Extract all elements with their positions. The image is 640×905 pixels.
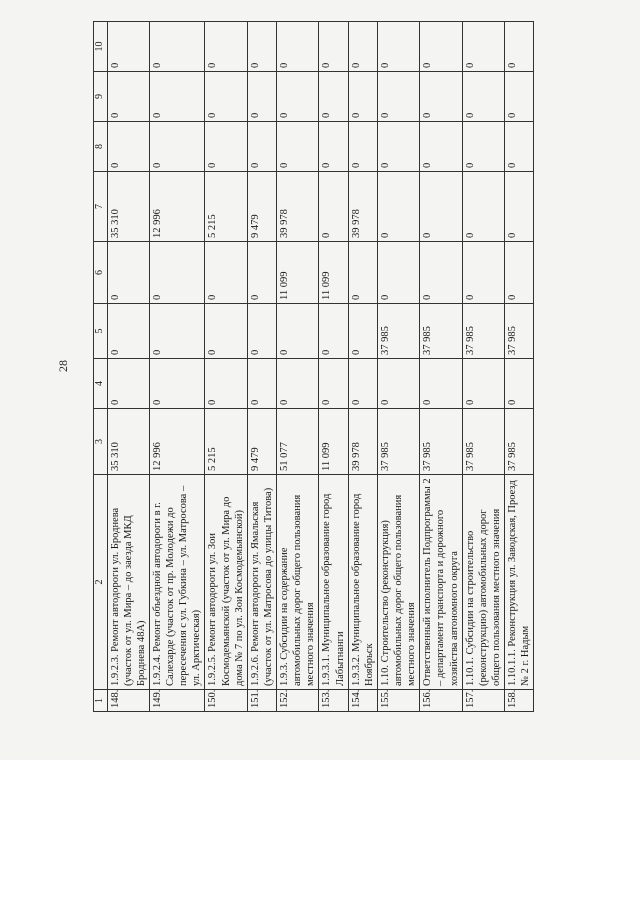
value-cell: 0 — [205, 122, 247, 172]
item-description-cell: 1.9.2.3. Ремонт автодороги ул. Броднева (участок от ул. Мира – до заезда МКД Броднева 48А) — [107, 475, 149, 690]
column-header: 4 — [94, 359, 108, 409]
value-cell: 0 — [348, 22, 377, 72]
value-cell: 0 — [205, 359, 247, 409]
value-cell: 0 — [149, 122, 205, 172]
item-description-cell: 1.9.3. Субсидии на содержание автомобильных дорог общего пользования местного значения — [277, 475, 319, 690]
row-number-cell: 148. — [107, 690, 149, 712]
value-cell: 0 — [319, 304, 348, 359]
value-cell: 0 — [505, 172, 534, 242]
value-cell: 0 — [462, 72, 504, 122]
value-cell: 0 — [462, 122, 504, 172]
value-cell: 0 — [205, 304, 247, 359]
value-cell: 12 996 — [149, 409, 205, 475]
value-cell: 37 985 — [505, 304, 534, 359]
column-header: 9 — [94, 72, 108, 122]
value-cell: 0 — [377, 359, 419, 409]
value-cell: 0 — [348, 72, 377, 122]
value-cell: 0 — [420, 22, 462, 72]
value-cell: 37 985 — [462, 304, 504, 359]
value-cell: 0 — [277, 22, 319, 72]
value-cell: 0 — [277, 72, 319, 122]
column-header: 6 — [94, 242, 108, 304]
table-row — [420, 22, 462, 712]
value-cell: 0 — [107, 122, 149, 172]
table-row — [277, 22, 319, 712]
table-row — [247, 22, 276, 712]
value-cell: 39 978 — [277, 172, 319, 242]
value-cell: 0 — [420, 122, 462, 172]
item-description-cell: 1.10. Строительство (реконструкция) автомобильных дорог общего пользования местного значения — [377, 475, 419, 690]
page-number: 28 — [56, 360, 70, 372]
table-row — [462, 22, 504, 712]
value-cell: 0 — [420, 359, 462, 409]
budget-table — [93, 21, 534, 712]
value-cell: 0 — [348, 304, 377, 359]
table-row — [319, 22, 348, 712]
value-cell: 0 — [107, 72, 149, 122]
value-cell: 0 — [107, 304, 149, 359]
table-row — [205, 22, 247, 712]
value-cell: 0 — [107, 22, 149, 72]
value-cell: 0 — [149, 359, 205, 409]
value-cell: 0 — [247, 359, 276, 409]
value-cell: 11 099 — [319, 242, 348, 304]
column-header: 8 — [94, 122, 108, 172]
value-cell: 0 — [247, 22, 276, 72]
column-header: 10 — [94, 22, 108, 72]
value-cell: 0 — [319, 172, 348, 242]
value-cell: 0 — [462, 359, 504, 409]
value-cell: 0 — [505, 122, 534, 172]
value-cell: 37 985 — [377, 409, 419, 475]
value-cell: 0 — [319, 122, 348, 172]
value-cell: 35 310 — [107, 172, 149, 242]
value-cell: 0 — [247, 242, 276, 304]
row-number-cell: 158. — [505, 690, 534, 712]
value-cell: 5 215 — [205, 409, 247, 475]
table-row — [505, 22, 534, 712]
value-cell: 0 — [247, 122, 276, 172]
row-number-cell: 155. — [377, 690, 419, 712]
value-cell: 5 215 — [205, 172, 247, 242]
value-cell: 0 — [505, 22, 534, 72]
value-cell: 0 — [348, 122, 377, 172]
value-cell: 0 — [420, 172, 462, 242]
item-description-cell: 1.9.3.1. Муниципальное образование город Лабытнанги — [319, 475, 348, 690]
value-cell: 0 — [277, 359, 319, 409]
column-header: 7 — [94, 172, 108, 242]
item-description-cell: 1.9.2.5. Ремонт автодороги ул. Зои Космодемьянской (участок от ул. Мира до дома № 7 по ул. Зои Космодемьянской) — [205, 475, 247, 690]
value-cell: 35 310 — [107, 409, 149, 475]
value-cell: 0 — [377, 172, 419, 242]
column-header: 3 — [94, 409, 108, 475]
value-cell: 0 — [505, 72, 534, 122]
value-cell: 0 — [149, 242, 205, 304]
value-cell: 0 — [377, 22, 419, 72]
value-cell: 0 — [277, 304, 319, 359]
value-cell: 11 099 — [319, 409, 348, 475]
value-cell: 0 — [505, 359, 534, 409]
column-header: 1 — [94, 690, 108, 712]
row-number-cell: 153. — [319, 690, 348, 712]
value-cell: 9 479 — [247, 172, 276, 242]
value-cell: 0 — [377, 122, 419, 172]
value-cell: 0 — [247, 304, 276, 359]
value-cell: 51 077 — [277, 409, 319, 475]
column-header: 5 — [94, 304, 108, 359]
value-cell: 0 — [462, 22, 504, 72]
value-cell: 0 — [149, 304, 205, 359]
row-number-cell: 152. — [277, 690, 319, 712]
value-cell: 37 985 — [420, 304, 462, 359]
value-cell: 0 — [205, 242, 247, 304]
value-cell: 0 — [149, 72, 205, 122]
value-cell: 0 — [462, 172, 504, 242]
value-cell: 37 985 — [420, 409, 462, 475]
table-row — [377, 22, 419, 712]
row-number-cell: 150. — [205, 690, 247, 712]
value-cell: 0 — [462, 242, 504, 304]
value-cell: 0 — [377, 72, 419, 122]
value-cell: 0 — [149, 22, 205, 72]
value-cell: 0 — [377, 242, 419, 304]
item-description-cell: 1.9.2.4. Ремонт объездной автодороги в г. Салехарде (участок от пр. Молодежи до пересечения с ул. Губкина – ул. Матросова – ул. Арктическая) — [149, 475, 205, 690]
table-row — [149, 22, 205, 712]
value-cell: 0 — [319, 72, 348, 122]
value-cell: 0 — [107, 359, 149, 409]
value-cell: 0 — [319, 359, 348, 409]
value-cell: 0 — [319, 22, 348, 72]
value-cell: 11 099 — [277, 242, 319, 304]
item-description-cell: 1.9.2.6. Ремонт автодороги ул. Ямальская (участок от ул. Матросова до улицы Титова) — [247, 475, 276, 690]
row-number-cell: 156. — [420, 690, 462, 712]
value-cell: 37 985 — [462, 409, 504, 475]
value-cell: 0 — [107, 242, 149, 304]
item-description-cell: 1.10.1.1. Реконструкция ул. Заводская, Проезд № 2 г. Надым — [505, 475, 534, 690]
value-cell: 0 — [205, 22, 247, 72]
value-cell: 39 978 — [348, 409, 377, 475]
row-number-cell: 154. — [348, 690, 377, 712]
item-description-cell: 1.10.1. Субсидии на строительство (реконструкцию) автомобильных дорог общего пользования местного значения — [462, 475, 504, 690]
value-cell: 0 — [348, 242, 377, 304]
table-row — [348, 22, 377, 712]
value-cell: 0 — [420, 242, 462, 304]
value-cell: 9 479 — [247, 409, 276, 475]
value-cell: 12 996 — [149, 172, 205, 242]
value-cell: 0 — [505, 242, 534, 304]
item-description-cell: Ответственный исполнитель Подпрограммы 2 – департамент транспорта и дорожного хозяйства автономного округа — [420, 475, 462, 690]
row-number-cell: 157. — [462, 690, 504, 712]
value-cell: 37 985 — [505, 409, 534, 475]
value-cell: 37 985 — [377, 304, 419, 359]
value-cell: 0 — [277, 122, 319, 172]
value-cell: 0 — [247, 72, 276, 122]
value-cell: 0 — [348, 359, 377, 409]
row-number-cell: 151. — [247, 690, 276, 712]
value-cell: 39 978 — [348, 172, 377, 242]
header-row — [94, 22, 108, 712]
row-number-cell: 149. — [149, 690, 205, 712]
item-description-cell: 1.9.3.2. Муниципальное образование город Ноябрьск — [348, 475, 377, 690]
value-cell: 0 — [205, 72, 247, 122]
value-cell: 0 — [420, 72, 462, 122]
rotated-table-container — [93, 22, 534, 712]
column-header: 2 — [94, 475, 108, 690]
table-row — [107, 22, 149, 712]
